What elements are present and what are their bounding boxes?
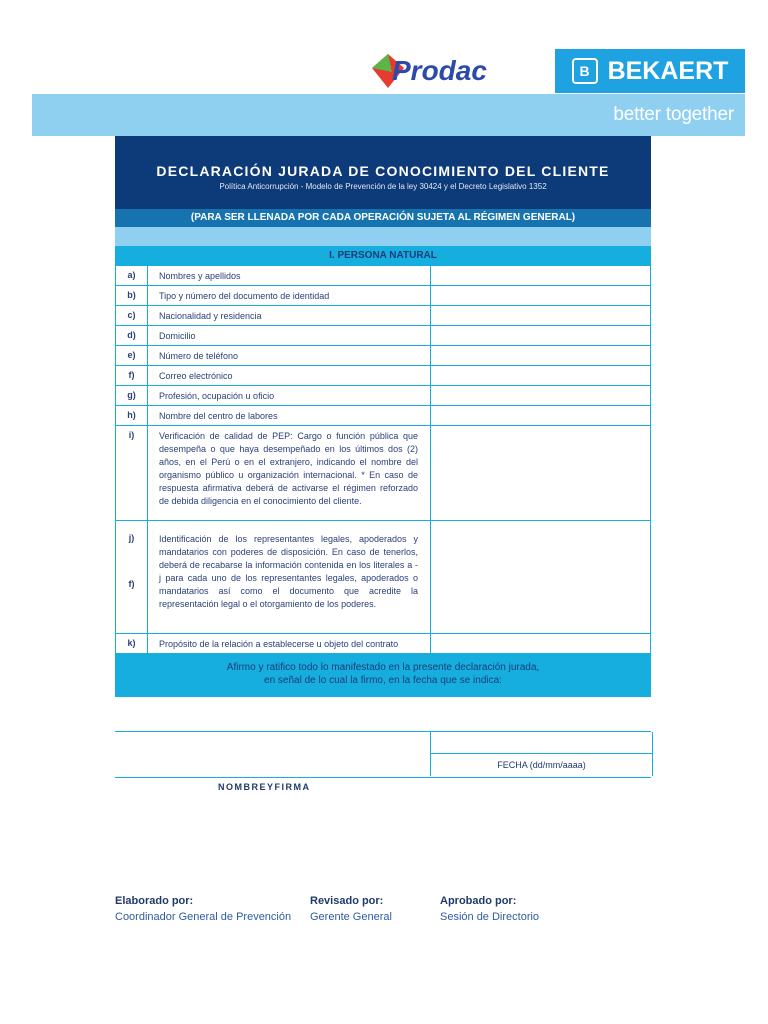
form-row-j [115, 521, 651, 634]
row-input-email[interactable] [431, 366, 650, 385]
row-label: Número de teléfono [148, 346, 431, 365]
affirmation-box [115, 654, 651, 697]
footer-aprobado [440, 895, 539, 923]
row-key: c) [116, 306, 148, 325]
section-heading: I. PERSONA NATURAL [115, 246, 651, 266]
footer-elaborado [115, 895, 291, 923]
form-row-i [115, 426, 651, 521]
row-input-name[interactable] [431, 266, 650, 285]
form-header [115, 136, 651, 209]
row-key: i) [116, 426, 148, 520]
row-label: Profesión, ocupación u oficio [148, 386, 431, 405]
bekaert-logo-text: BEKAERT [607, 56, 729, 85]
row-label: Tipo y número del documento de identidad [148, 286, 431, 305]
revisado-value: Gerente General [310, 911, 392, 923]
row-key: j) [128, 533, 135, 543]
row-key: a) [116, 266, 148, 285]
row-key-group [116, 521, 148, 633]
form-row-e [115, 346, 651, 366]
affirmation-line-1: Afirmo y ratifico todo lo manifestado en la presente declaración jurada, [226, 662, 540, 673]
date-input[interactable] [430, 732, 653, 754]
row-input-representatives[interactable] [431, 521, 650, 633]
row-key: k) [116, 634, 148, 653]
row-key: g) [116, 386, 148, 405]
form-row-b [115, 286, 651, 306]
signature-table [115, 731, 651, 778]
affirmation-line-2: en señal de lo cual la firmo, en la fecha que se indica: [264, 675, 502, 686]
row-key-secondary: f) [128, 579, 135, 589]
bekaert-mark-icon: B [572, 58, 598, 84]
form-row-g [115, 386, 651, 406]
form-title: DECLARACIÓN JURADA DE CONOCIMIENTO DEL CLIENTE [156, 163, 610, 179]
declaration-form [115, 136, 651, 697]
row-key: h) [116, 406, 148, 425]
row-label: Nacionalidad y residencia [148, 306, 431, 325]
form-row-f [115, 366, 651, 386]
footer-revisado [310, 895, 392, 923]
row-label: Correo electrónico [148, 366, 431, 385]
row-label: Nombre del centro de labores [148, 406, 431, 425]
form-row-h [115, 406, 651, 426]
row-label: Domicilio [148, 326, 431, 345]
row-label: Nombres y apellidos [148, 266, 431, 285]
row-label: Verificación de calidad de PEP: Cargo o función pública que desempeña o que haya desempeñado en los últimos dos (2) años, en el Perú o en el extranjero, indicando el nombre del organismo público u organización internacional. * En caso de respuesta afirmativa deberá de activarse el régimen reforzado de debida diligencia en el conocimiento del cliente. [148, 426, 431, 520]
form-banner: (PARA SER LLENADA POR CADA OPERACIÓN SUJETA AL RÉGIMEN GENERAL) [115, 209, 651, 227]
row-label: Propósito de la relación a establecerse u objeto del contrato [148, 634, 431, 653]
form-row-a [115, 266, 651, 286]
row-key: d) [116, 326, 148, 345]
form-row-c [115, 306, 651, 326]
row-input-id-document[interactable] [431, 286, 650, 305]
form-row-k [115, 634, 651, 654]
revisado-label: Revisado por: [310, 895, 384, 907]
row-input-pep[interactable] [431, 426, 650, 520]
elaborado-value: Coordinador General de Prevención [115, 911, 292, 923]
row-input-workplace[interactable] [431, 406, 650, 425]
row-label: Identificación de los representantes legales, apoderados y mandatarios con poderes de disposición. En caso de tenerlos, deberá de recabarse la información contenida en los literales a - j para cada uno de los representantes legales, apoderados o mandatarios así como el documento que acredite la representación legal o el otorgamiento de los poderes. [148, 521, 431, 633]
aprobado-value: Sesión de Directorio [440, 911, 540, 923]
form-subtitle: Política Anticorrupción - Modelo de Prevención de la ley 30424 y el Decreto Legislativo 1352 [219, 182, 547, 191]
brand-tagline: better together [613, 104, 734, 125]
aprobado-label: Aprobado por: [440, 895, 517, 907]
row-key: e) [116, 346, 148, 365]
row-input-purpose[interactable] [431, 634, 650, 653]
bekaert-logo [555, 49, 745, 93]
prodac-logo-text: Prodac [392, 55, 487, 86]
row-input-phone[interactable] [431, 346, 650, 365]
form-row-d [115, 326, 651, 346]
row-input-address[interactable] [431, 326, 650, 345]
row-key: f) [116, 366, 148, 385]
date-label: FECHA (dd/mm/aaaa) [430, 754, 653, 776]
form-spacer [115, 227, 651, 246]
row-key: b) [116, 286, 148, 305]
row-input-nationality[interactable] [431, 306, 650, 325]
name-signature-label: NOMBREYFIRMA [218, 782, 311, 792]
elaborado-label: Elaborado por: [115, 895, 194, 907]
row-input-profession[interactable] [431, 386, 650, 405]
